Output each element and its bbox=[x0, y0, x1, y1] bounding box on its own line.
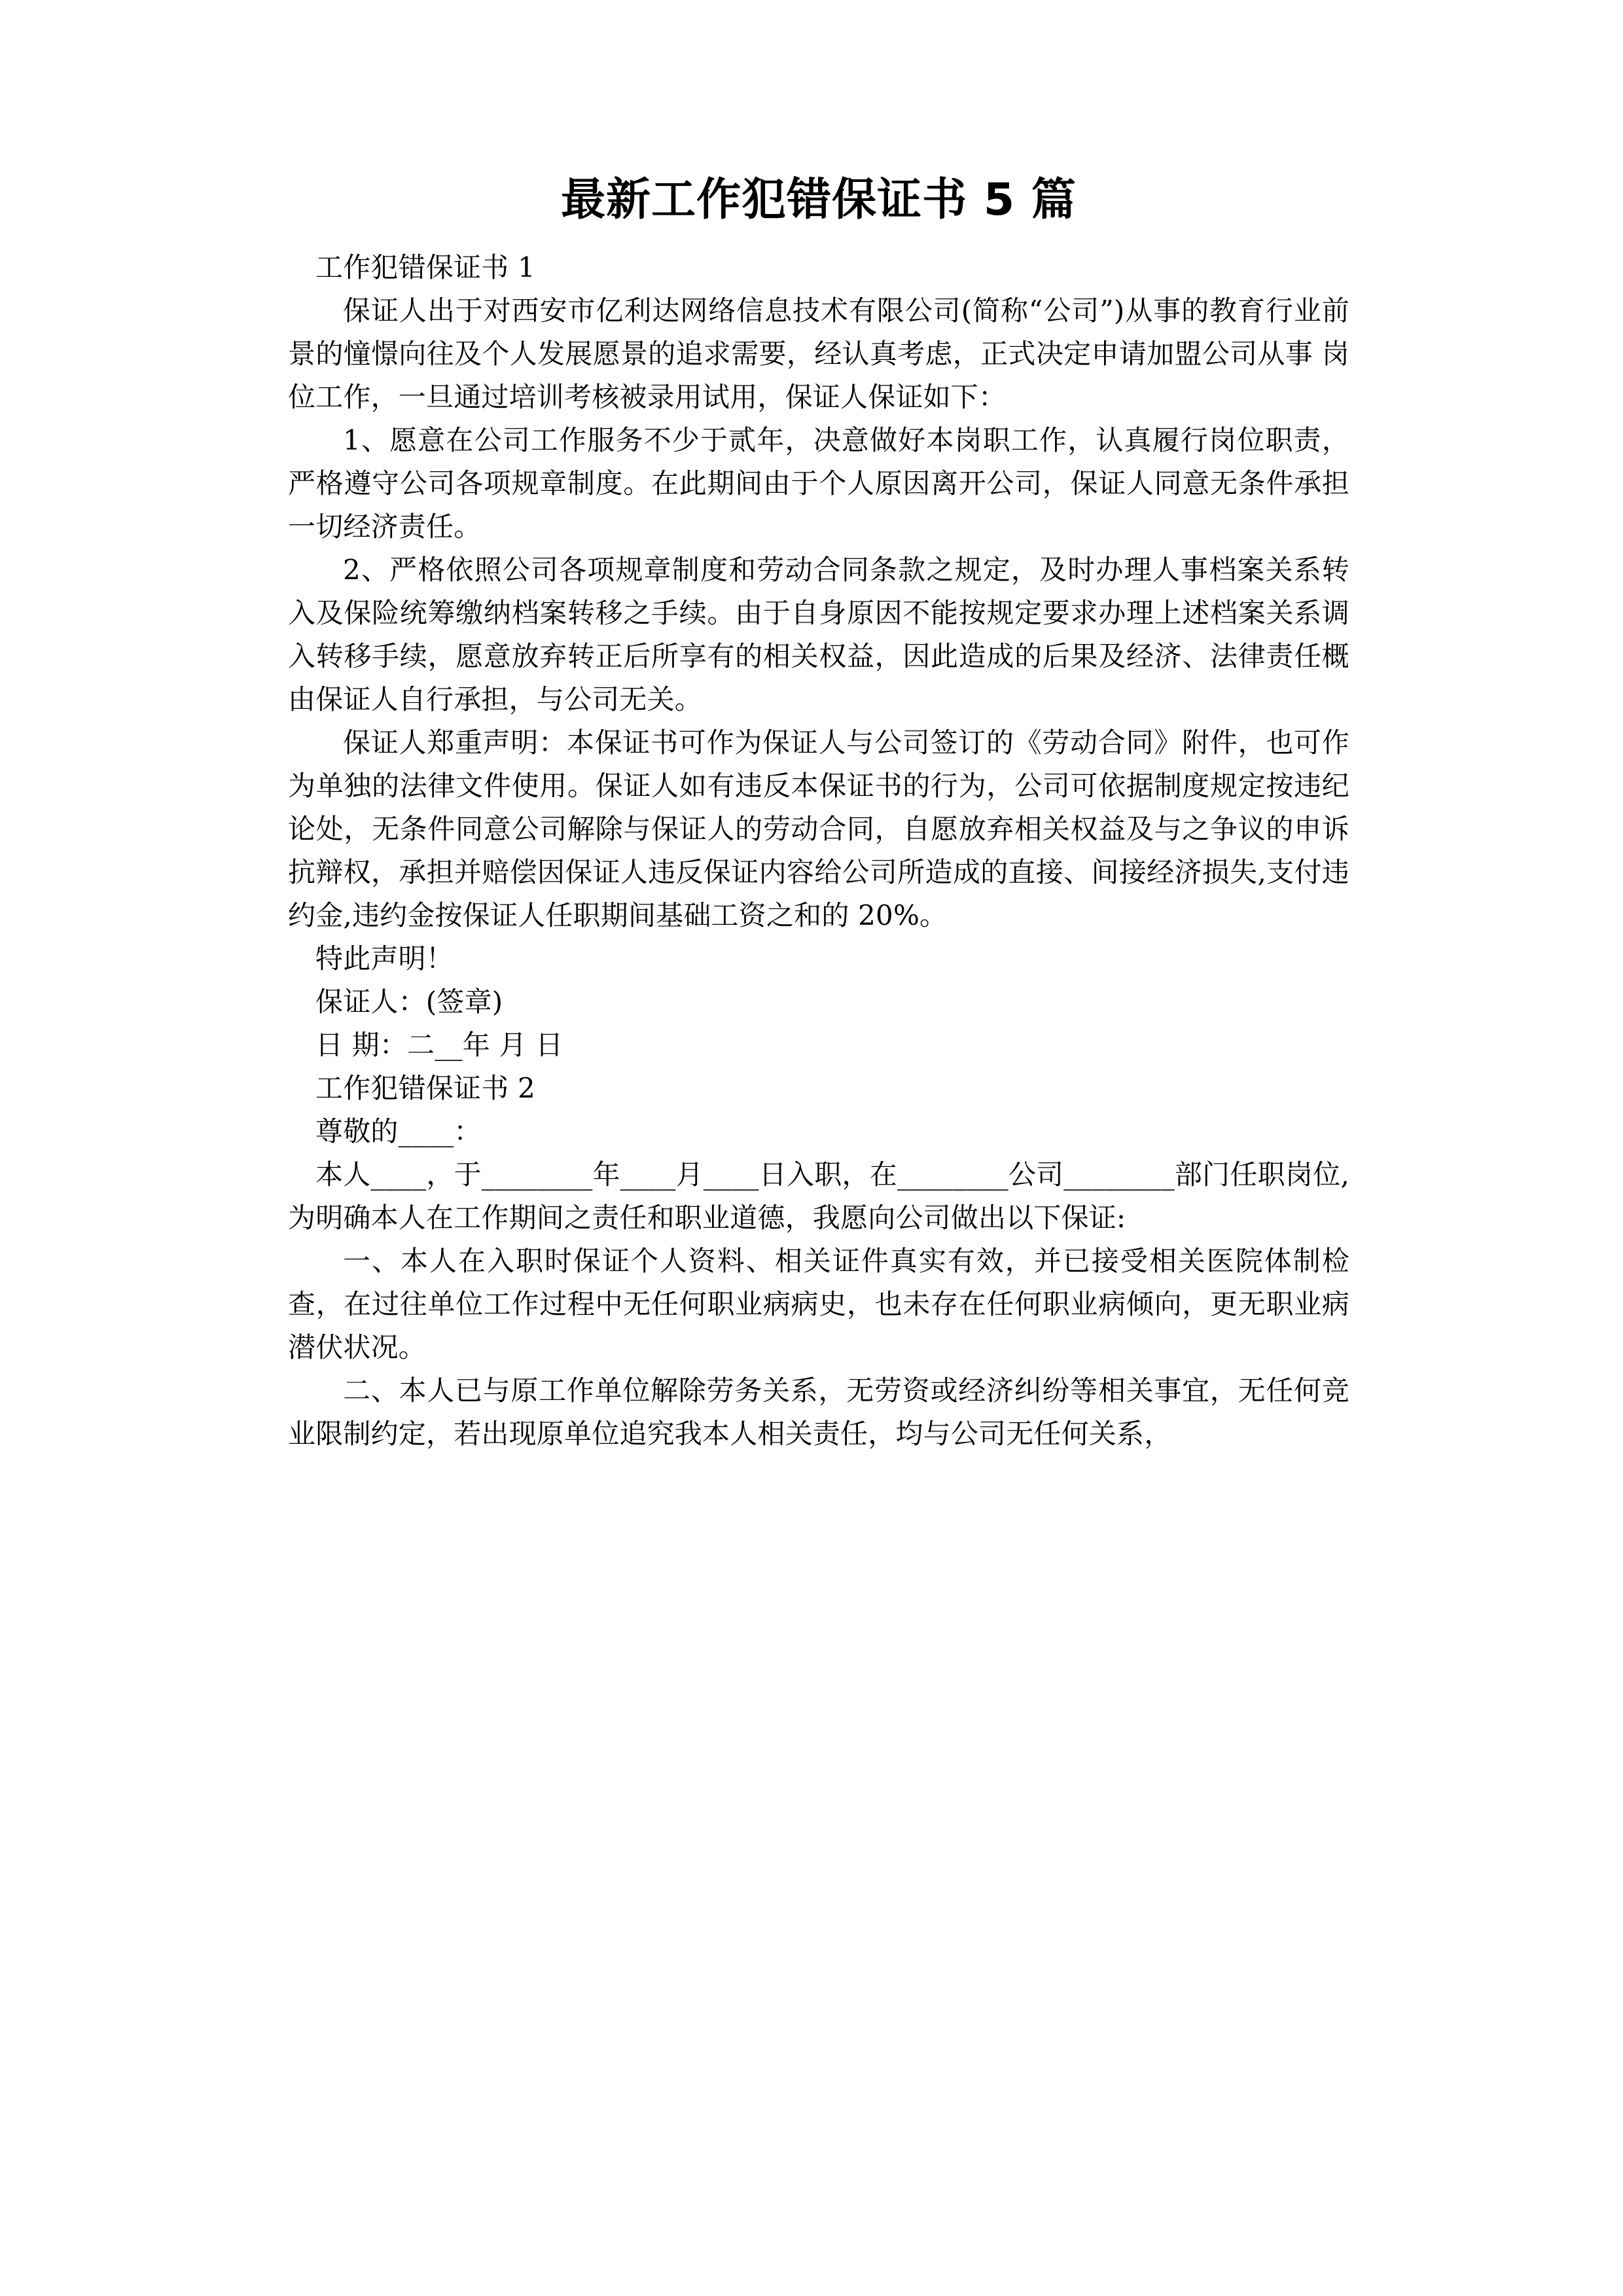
section-1-paragraph-1: 保证人出于对西安市亿利达网络信息技术有限公司(简称“公司”)从事的教育行业前景的憧憬向往及个人发展愿景的追求需要，经认真考虑，正式决定申请加盟公司从事 岗位工作，一旦通过培训考核被录用试用，保证人保证如下： bbox=[288, 295, 1349, 413]
section-2-paragraph-2: 一、本人在入职时保证个人资料、相关证件真实有效，并已接受相关医院体制检查，在过往单位工作过程中无任何职业病病史，也未存在任何职业病倾向，更无职业病潜伏状况。 bbox=[288, 1245, 1349, 1363]
section-1-paragraph-3: 2、严格依照公司各项规章制度和劳动合同条款之规定，及时办理人事档案关系转入及保险统筹缴纳档案转移之手续。由于自身原因不能按规定要求办理上述档案关系调入转移手续，愿意放弃转正后所享有的相关权益，因此造成的后果及经济、法律责任概由保证人自行承担，与公司无关。 bbox=[288, 554, 1349, 715]
section-heading-1: 工作犯错保证书 1 bbox=[315, 251, 535, 283]
section-1-paragraph-4: 保证人郑重声明：本保证书可作为保证人与公司签订的《劳动合同》附件，也可作为单独的法律文件使用。保证人如有违反本保证书的行为，公司可依据制度规定按违纪论处，无条件同意公司解除与保证人的劳动合同，自愿放弃相关权益及与之争议的申诉抗辩权，承担并赔偿因保证人违反保证内容给公司所造成的直接、间接经济损失,支付违约金,违约金按保证人任职期间基础工资之和的 20%。 bbox=[288, 726, 1349, 931]
section-2-paragraph-1: 本人____，于________年____月____日入职，在________公司________部门任职岗位,为明确本人在工作期间之责任和职业道德，我愿向公司做出以下保证: bbox=[288, 1158, 1349, 1234]
section-heading-2: 工作犯错保证书 2 bbox=[315, 1072, 535, 1104]
section-1-signature-line: 保证人：(签章) bbox=[315, 986, 503, 1018]
document-content bbox=[288, 169, 1349, 1456]
section-1-declaration-line: 特此声明！ bbox=[315, 942, 454, 975]
section-1-date-line: 日 期：二__年 月 日 bbox=[315, 1029, 563, 1061]
page-title: 最新工作犯错保证书 5 篇 bbox=[561, 174, 1077, 226]
section-2-salutation: 尊敬的____： bbox=[315, 1115, 482, 1147]
section-2-paragraph-3: 二、本人已与原工作单位解除劳务关系，无劳资或经济纠纷等相关事宜，无任何竞业限制约定，若出现原单位追究我本人相关责任，均与公司无任何关系， bbox=[288, 1374, 1349, 1450]
section-1-paragraph-2: 1、愿意在公司工作服务不少于贰年，决意做好本岗职工作，认真履行岗位职责，严格遵守公司各项规章制度。在此期间由于个人原因离开公司，保证人同意无条件承担一切经济责任。 bbox=[288, 424, 1349, 543]
